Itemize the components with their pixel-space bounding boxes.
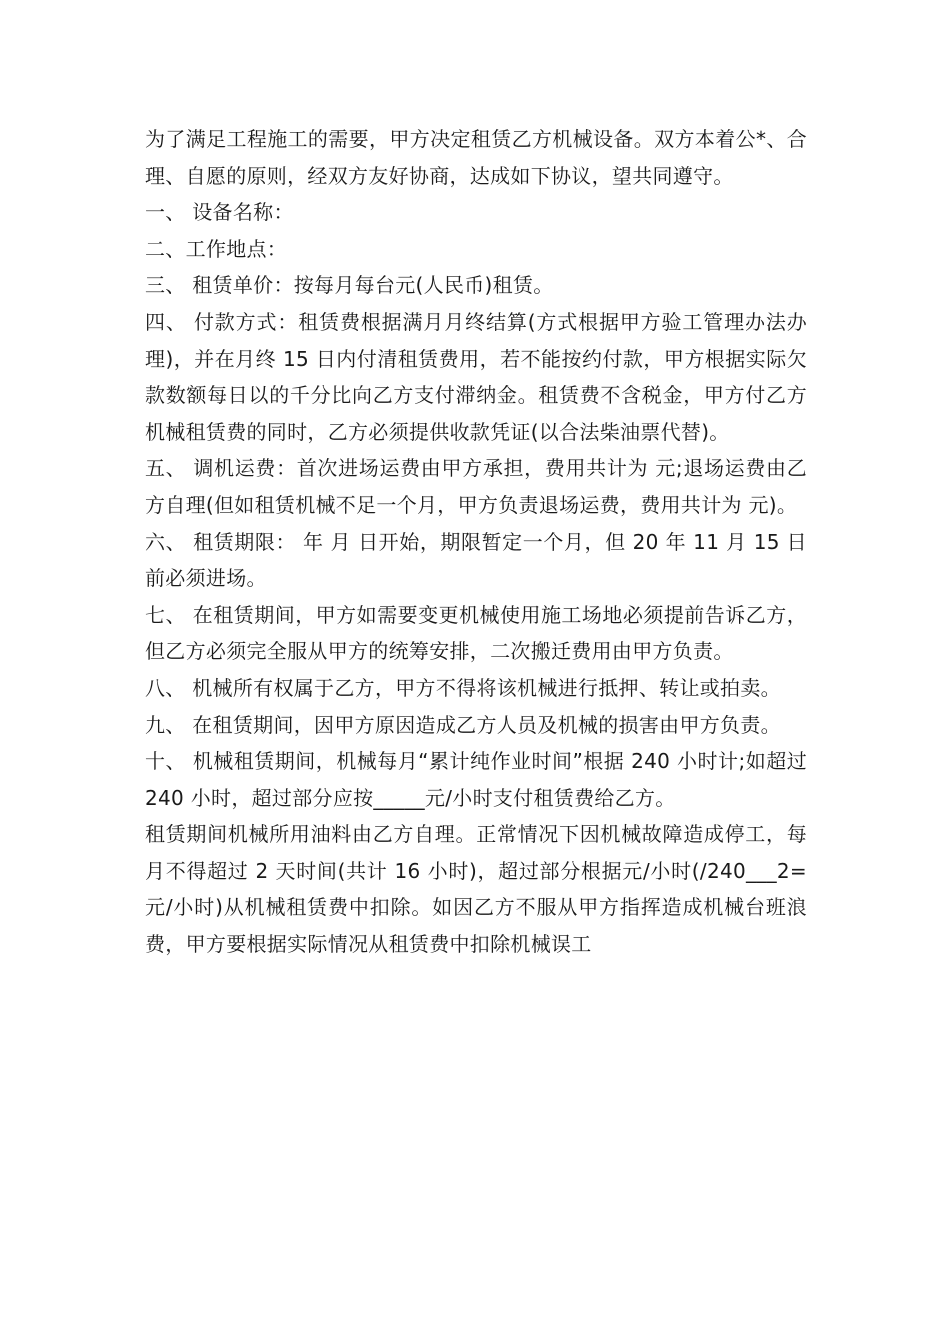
clause-2-work-location: 二、工作地点： [145,236,288,261]
clause-8-ownership: 八、 机械所有权属于乙方，甲方不得将该机械进行抵押、转让或拍卖。 [145,675,781,700]
clause-9-damage: 九、 在租赁期间，因甲方原因造成乙方人员及机械的损害由甲方负责。 [145,712,781,737]
intro-paragraph: 为了满足工程施工的需要，甲方决定租赁乙方机械设备。双方本着公*、合理、自愿的原则，经双方友好协商，达成如下协议，望共同遵守。 [145,127,807,188]
clause-7-site-change: 七、 在租赁期间，甲方如需要变更机械使用施工场地必须提前告诉乙方，但乙方必须完全服从甲方的统筹安排，二次搬迁费用由甲方负责。 [145,602,807,664]
clause-6-lease-term: 六、 租赁期限： 年 月 日开始，期限暂定一个月，但 20 年 11 月 15 日前必须进场。 [145,529,807,591]
clause-10-working-hours: 十、 机械租赁期间，机械每月“累计纯作业时间”根据 240 小时计;如超过 240 小时，超过部分应按_____元/小时支付租赁费给乙方。 [145,749,807,810]
clause-3-unit-price: 三、 租赁单价：按每月每台元(人民币)租赁。 [145,273,554,298]
clause-4-payment-method: 四、 付款方式：租赁费根据满月月终结算(方式根据甲方验工管理办法办理)，并在月终 15 日内付清租赁费用，若不能按约付款，甲方根据实际欠款数额每日以的千分比向乙方支付滞纳金。租赁费不含税金，甲方付乙方机械租赁费的同时，乙方必须提供收款凭证(以合法柴油票代替)。 [145,309,807,444]
clause-1-equipment-name: 一、 设备名称： [145,200,294,225]
document-page [145,121,807,963]
clause-5-transport-fee: 五、 调机运费：首次进场运费由甲方承担，费用共计为 元;退场运费由乙方自理(但如租赁机械不足一个月，甲方负责退场运费，费用共计为 元)。 [145,456,807,517]
fuel-and-downtime-paragraph: 租赁期间机械所用油料由乙方自理。正常情况下因机械故障造成停工，每月不得超过 2 天时间(共计 16 小时)，超过部分根据元/小时(/240___2=元/小时)从机械租赁费中扣除。如因乙方不服从甲方指挥造成机械台班浪费，甲方要根据实际情况从租赁费中扣除机械误工 [145,822,807,957]
